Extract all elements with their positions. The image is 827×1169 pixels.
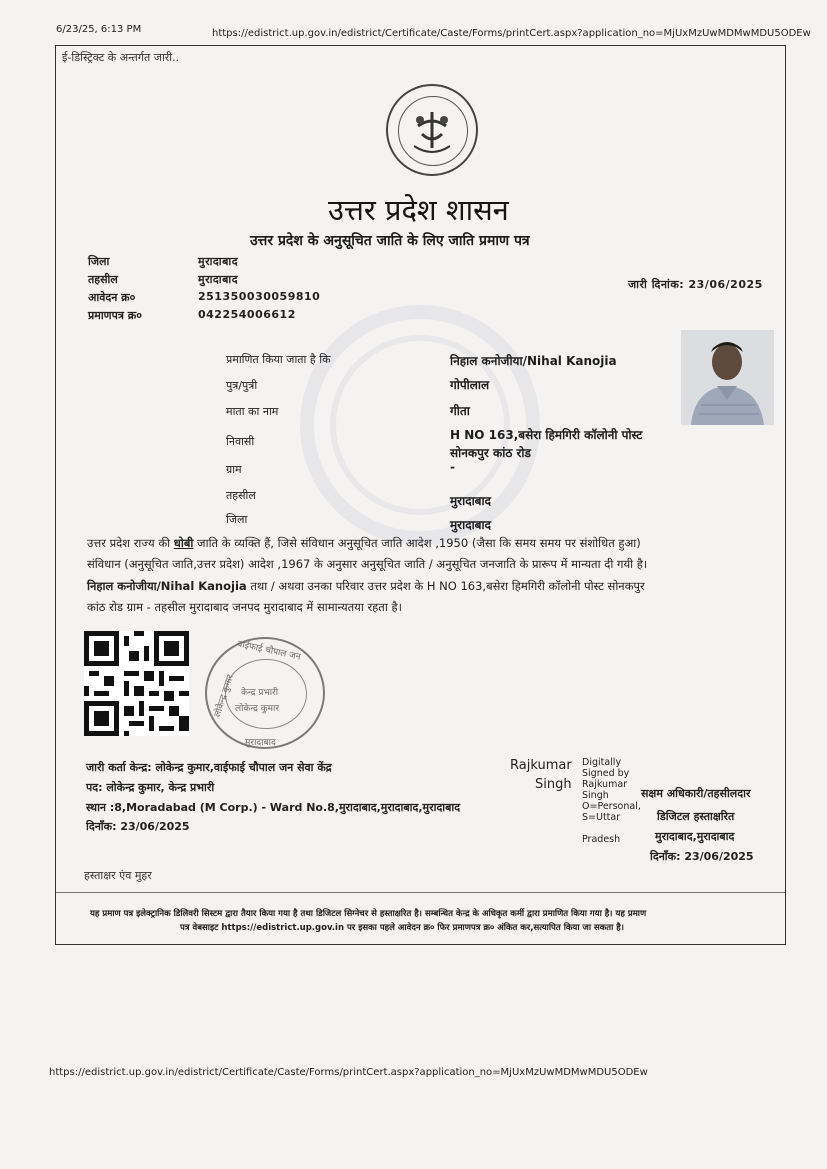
person-tehsil-value: मुरादाबाद [450,494,492,508]
relation-label: पुत्र/पुत्री [226,379,258,392]
address-line-2: सोनकपुर कांठ रोड [450,446,531,460]
center-seal-stamp: वाईफाई चौपाल जन लोकेन्द्र कुमार मुरादाबाद केन्द्र प्रभारी लोकेन्द्र कुमार [205,637,325,749]
district-value: मुरादाबाद [198,255,239,268]
authority-title: सक्षम अधिकारी/तहसीलदार [641,787,751,800]
disclaimer-line-2: पत्र वेबसाइट https://edistrict.up.gov.in पर इसका पहले आवेदन क्र० फिर प्रमाणपत्र क्र० अंकित कर,सत्यापित किया जा सकता है। [180,923,624,933]
print-datetime: 6/23/25, 6:13 PM [56,24,142,35]
certificate-number: 042254006612 [198,308,296,321]
issuer-place: स्थान :8,Moradabad (M Corp.) - Ward No.8,मुरादाबाद,मुरादाबाद,मुरादाबाद [86,801,461,814]
tehsil-value: मुरादाबाद [198,273,239,286]
applicant-photo [681,330,774,425]
up-government-emblem-icon [386,84,478,176]
person-tehsil-label: तहसील [226,489,256,502]
address-line-1: H NO 163,बसेरा हिमगिरी कॉलोनी पोस्ट [450,428,643,442]
page-title: उत्तर प्रदेश शासन [328,193,509,227]
authority-place: मुरादाबाद,मुरादाबाद [655,830,735,843]
village-value: - [450,460,455,474]
verification-qr-code-icon [84,631,189,736]
signer-name-line-2: Singh [535,777,572,792]
body-line-2: संविधान (अनुसूचित जाति,उत्तर प्रदेश) आदेश ,1967 के अनुसार अनुसूचित जाति / अनुसूचित जनजाति के प्रारूप में मान्यता दी गयी है। [87,557,648,571]
issuing-center: जारी कर्ता केन्द्र: लोकेन्द्र कुमार,वाईफाई चौपाल जन सेवा केंद्र [86,761,332,774]
signature-label: हस्ताक्षर एंव मुहर [84,869,152,882]
issued-under-note: ई-डिस्ट्रिक्ट के अन्तर्गत जारी.. [62,51,180,64]
digitally-signed-label: डिजिटल हस्ताक्षरित [657,810,735,823]
certificate-subtitle: उत्तर प्रदेश के अनुसूचित जाति के लिए जाति प्रमाण पत्र [250,233,530,249]
issuer-date: दिनाँक: 23/06/2025 [86,820,190,833]
authority-date: दिनाँक: 23/06/2025 [650,850,754,863]
application-label: आवेदन क्र० [88,291,136,304]
mother-label: माता का नाम [226,405,279,418]
body-line-1: उत्तर प्रदेश राज्य की धोबी जाति के व्यक्ति हैं, जिसे संविधान अनुसूचित जाति आदेश ,1950 (जैसा कि समय समय पर संशोधित हुआ) [87,536,641,550]
body-person-name: निहाल कनोजीया/Nihal Kanojia [87,579,247,593]
footer-url: https://edistrict.up.gov.in/edistrict/Certificate/Caste/Forms/printCert.aspx?application_no=MjUxMzUwMDMwMDU5ODEw [49,1067,648,1078]
father-name: गोपीलाल [450,378,490,392]
issuer-post: पद: लोकेन्द्र कुमार, केन्द्र प्रभारी [86,781,215,794]
mother-name: गीता [450,404,470,418]
caste-name: धोबी [173,536,194,550]
certify-label: प्रमाणित किया जाता है कि [226,353,331,366]
village-label: ग्राम [226,463,242,476]
digital-signature-details: Digitally Signed by Rajkumar Singh O=Personal, S=Uttar Pradesh [582,757,641,845]
tehsil-label: तहसील [88,273,118,286]
person-district-label: जिला [226,513,248,526]
person-name: निहाल कनोजीया/Nihal Kanojia [450,354,617,368]
body-line-4: कांठ रोड ग्राम - तहसील मुरादाबाद जनपद मुरादाबाद में सामान्यतया रहता है। [87,600,402,614]
district-label: जिला [88,255,110,268]
issue-date: जारी दिनांक: 23/06/2025 [628,278,763,291]
print-url: https://edistrict.up.gov.in/edistrict/Certificate/Caste/Forms/printCert.aspx?application_no=MjUxMzUwMDMwMDU5ODEw [212,28,811,39]
signer-name-line-1: Rajkumar [510,758,572,773]
body-line-3: निहाल कनोजीया/Nihal Kanojia तथा / अथवा उनका परिवार उत्तर प्रदेश के H NO 163,बसेरा हिमगिरी कॉलोनी पोस्ट सोनकपुर [87,579,645,593]
address-label: निवासी [226,435,255,448]
disclaimer-line-1: यह प्रमाण पत्र इलेक्ट्रानिक डिलिवरी सिस्टम द्वारा तैयार किया गया है तथा डिजिटल सिग्नेचर से हस्ताक्षरित है। सम्बन्धित केन्द्र के अधिकृत कर्मी द्वारा प्रमाणित किया गया है। यह प्रमाण [90,909,647,919]
certificate-number-label: प्रमाणपत्र क्र० [88,309,142,322]
person-district-value: मुरादाबाद [450,518,492,532]
application-number: 25135003005981​0 [198,290,321,303]
divider [56,892,785,893]
